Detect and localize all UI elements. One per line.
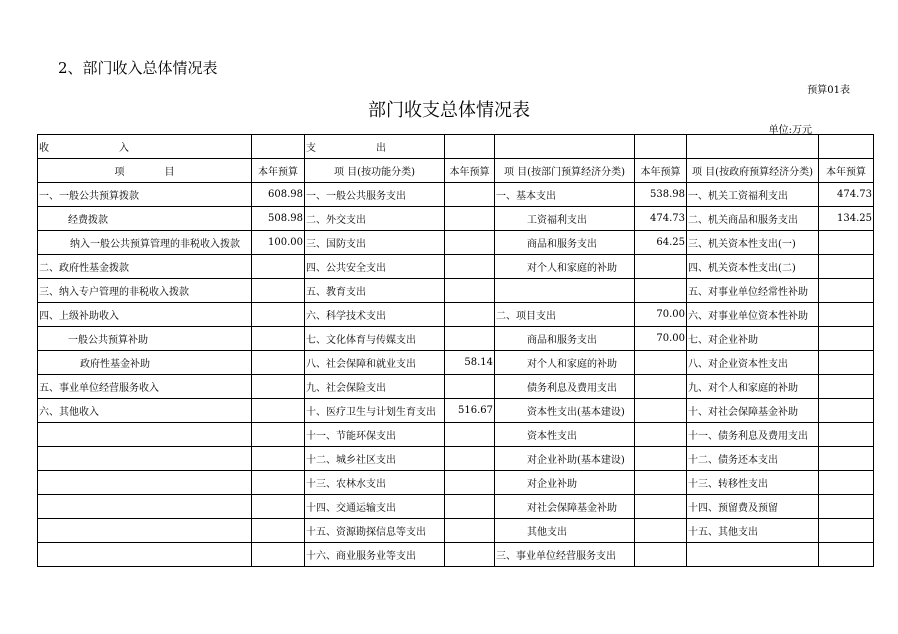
func-amount-cell (445, 183, 495, 207)
gov-econ-item-cell: 五、对事业单位经常性补助 (687, 279, 819, 303)
func-item-cell: 十、医疗卫生与计划生育支出 (305, 399, 445, 423)
dept-econ-item-cell: 工资福利支出 (495, 207, 635, 231)
func-amount-cell (445, 423, 495, 447)
income-amount-cell (252, 423, 305, 447)
dept-econ-item-cell: 商品和服务支出 (495, 231, 635, 255)
income-amount-cell: 608.98 (252, 183, 305, 207)
gov-econ-item-cell: 十四、预留费及预留 (687, 495, 819, 519)
dept-econ-item-cell: 对个人和家庭的补助 (495, 351, 635, 375)
dept-econ-amount-cell: 538.98 (635, 183, 687, 207)
gov-econ-amount-cell (819, 399, 874, 423)
income-amount-cell (252, 255, 305, 279)
dept-econ-amount-cell: 70.00 (635, 303, 687, 327)
table-row (38, 495, 874, 519)
blank-cell (635, 135, 687, 159)
dept-econ-amount-cell (635, 423, 687, 447)
income-item-cell: 一般公共预算补助 (38, 327, 252, 351)
blank-cell (819, 135, 874, 159)
gov-econ-item-cell: 三、机关资本性支出(一) (687, 231, 819, 255)
income-item-cell: 纳入一般公共预算管理的非税收入拨款 (38, 231, 252, 255)
section-title: 2、部门收入总体情况表 (58, 59, 218, 77)
page-title: 部门收支总体情况表 (368, 100, 530, 121)
col-header-amount: 本年预算 (252, 159, 305, 183)
dept-econ-amount-cell (635, 447, 687, 471)
income-item-cell: 经费拨款 (38, 207, 252, 231)
func-amount-cell (445, 279, 495, 303)
budget-table (37, 134, 874, 567)
col-header-item: 项 目 (38, 159, 252, 183)
func-amount-cell: 516.67 (445, 399, 495, 423)
income-header: 收 入 (38, 135, 252, 159)
gov-econ-item-cell: 十一、债务利息及费用支出 (687, 423, 819, 447)
col-header-func: 项 目(按功能分类) (305, 159, 445, 183)
income-item-cell (38, 423, 252, 447)
gov-econ-amount-cell (819, 231, 874, 255)
gov-econ-amount-cell (819, 255, 874, 279)
dept-econ-item-cell: 三、事业单位经营服务支出 (495, 543, 635, 567)
func-amount-cell (445, 207, 495, 231)
table-row (38, 399, 874, 423)
table-row (38, 231, 874, 255)
income-item-cell: 政府性基金补助 (38, 351, 252, 375)
blank-cell (495, 135, 635, 159)
col-header-amount: 本年预算 (445, 159, 495, 183)
func-amount-cell (445, 327, 495, 351)
income-amount-cell (252, 447, 305, 471)
dept-econ-amount-cell: 64.25 (635, 231, 687, 255)
gov-econ-amount-cell (819, 519, 874, 543)
col-header-dept-econ: 项 目(按部门预算经济分类) (495, 159, 635, 183)
func-amount-cell (445, 519, 495, 543)
table-row (38, 255, 874, 279)
dept-econ-item-cell: 其他支出 (495, 519, 635, 543)
table-row (38, 327, 874, 351)
func-item-cell: 八、社会保障和就业支出 (305, 351, 445, 375)
income-amount-cell (252, 327, 305, 351)
dept-econ-amount-cell (635, 375, 687, 399)
func-item-cell: 九、社会保险支出 (305, 375, 445, 399)
gov-econ-amount-cell (819, 327, 874, 351)
gov-econ-amount-cell (819, 375, 874, 399)
income-amount-cell: 508.98 (252, 207, 305, 231)
col-header-amount: 本年预算 (819, 159, 874, 183)
gov-econ-amount-cell: 134.25 (819, 207, 874, 231)
gov-econ-item-cell: 一、机关工资福利支出 (687, 183, 819, 207)
dept-econ-amount-cell: 474.73 (635, 207, 687, 231)
dept-econ-amount-cell (635, 399, 687, 423)
gov-econ-amount-cell (819, 303, 874, 327)
func-amount-cell (445, 495, 495, 519)
dept-econ-item-cell: 资本性支出 (495, 423, 635, 447)
col-header-gov-econ: 项 目(按政府预算经济分类) (687, 159, 819, 183)
gov-econ-item-cell: 四、机关资本性支出(二) (687, 255, 819, 279)
gov-econ-amount-cell (819, 279, 874, 303)
expense-header: 支 出 (305, 135, 445, 159)
gov-econ-item-cell (687, 543, 819, 567)
func-item-cell: 十二、城乡社区支出 (305, 447, 445, 471)
gov-econ-amount-cell (819, 351, 874, 375)
income-item-cell: 四、上级补助收入 (38, 303, 252, 327)
income-item-cell (38, 471, 252, 495)
table-row (38, 279, 874, 303)
gov-econ-item-cell: 十、对社会保障基金补助 (687, 399, 819, 423)
table-row (38, 471, 874, 495)
dept-econ-item-cell: 商品和服务支出 (495, 327, 635, 351)
gov-econ-item-cell: 六、对事业单位资本性补助 (687, 303, 819, 327)
income-item-cell (38, 447, 252, 471)
income-amount-cell (252, 543, 305, 567)
dept-econ-item-cell: 对企业补助 (495, 471, 635, 495)
income-item-cell: 二、政府性基金拨款 (38, 255, 252, 279)
income-item-cell: 三、纳入专户管理的非税收入拨款 (38, 279, 252, 303)
header-row-top (38, 135, 874, 159)
gov-econ-item-cell: 七、对企业补助 (687, 327, 819, 351)
income-amount-cell (252, 279, 305, 303)
table-row (38, 351, 874, 375)
func-item-cell: 十六、商业服务业等支出 (305, 543, 445, 567)
dept-econ-item-cell: 资本性支出(基本建设) (495, 399, 635, 423)
income-amount-cell (252, 471, 305, 495)
table-row (38, 303, 874, 327)
dept-econ-amount-cell (635, 543, 687, 567)
table-row (38, 207, 874, 231)
func-amount-cell: 58.14 (445, 351, 495, 375)
gov-econ-amount-cell (819, 447, 874, 471)
gov-econ-item-cell: 八、对企业资本性支出 (687, 351, 819, 375)
income-item-cell: 一、一般公共预算拨款 (38, 183, 252, 207)
func-item-cell: 七、文化体育与传媒支出 (305, 327, 445, 351)
dept-econ-amount-cell: 70.00 (635, 327, 687, 351)
func-item-cell: 十一、节能环保支出 (305, 423, 445, 447)
table-row (38, 447, 874, 471)
blank-cell (445, 135, 495, 159)
dept-econ-item-cell: 一、基本支出 (495, 183, 635, 207)
gov-econ-item-cell: 二、机关商品和服务支出 (687, 207, 819, 231)
func-item-cell: 五、教育支出 (305, 279, 445, 303)
income-item-cell (38, 495, 252, 519)
income-item-cell (38, 543, 252, 567)
blank-cell (252, 135, 305, 159)
func-amount-cell (445, 471, 495, 495)
income-amount-cell (252, 351, 305, 375)
func-amount-cell (445, 303, 495, 327)
func-amount-cell (445, 231, 495, 255)
header-row-columns (38, 159, 874, 183)
dept-econ-item-cell: 债务利息及费用支出 (495, 375, 635, 399)
func-item-cell: 一、一般公共服务支出 (305, 183, 445, 207)
func-amount-cell (445, 375, 495, 399)
dept-econ-amount-cell (635, 351, 687, 375)
dept-econ-item-cell: 对社会保障基金补助 (495, 495, 635, 519)
gov-econ-amount-cell (819, 471, 874, 495)
gov-econ-item-cell: 十五、其他支出 (687, 519, 819, 543)
func-item-cell: 十四、交通运输支出 (305, 495, 445, 519)
income-amount-cell (252, 303, 305, 327)
form-number: 预算01表 (807, 85, 850, 96)
gov-econ-item-cell: 九、对个人和家庭的补助 (687, 375, 819, 399)
gov-econ-amount-cell (819, 423, 874, 447)
dept-econ-item-cell (495, 279, 635, 303)
gov-econ-amount-cell (819, 543, 874, 567)
dept-econ-amount-cell (635, 471, 687, 495)
func-item-cell: 六、科学技术支出 (305, 303, 445, 327)
gov-econ-item-cell: 十二、债务还本支出 (687, 447, 819, 471)
income-amount-cell (252, 399, 305, 423)
gov-econ-amount-cell: 474.73 (819, 183, 874, 207)
dept-econ-amount-cell (635, 255, 687, 279)
table-row (38, 423, 874, 447)
income-amount-cell (252, 519, 305, 543)
table-row (38, 543, 874, 567)
income-amount-cell (252, 375, 305, 399)
func-item-cell: 二、外交支出 (305, 207, 445, 231)
col-header-amount: 本年预算 (635, 159, 687, 183)
dept-econ-amount-cell (635, 279, 687, 303)
gov-econ-amount-cell (819, 495, 874, 519)
dept-econ-amount-cell (635, 519, 687, 543)
income-item-cell: 五、事业单位经营服务收入 (38, 375, 252, 399)
income-item-cell (38, 519, 252, 543)
func-item-cell: 三、国防支出 (305, 231, 445, 255)
table-row (38, 375, 874, 399)
func-item-cell: 十三、农林水支出 (305, 471, 445, 495)
income-item-cell: 六、其他收入 (38, 399, 252, 423)
func-amount-cell (445, 543, 495, 567)
dept-econ-amount-cell (635, 495, 687, 519)
unit-label: 单位:万元 (768, 125, 812, 136)
dept-econ-item-cell: 对个人和家庭的补助 (495, 255, 635, 279)
func-item-cell: 四、公共安全支出 (305, 255, 445, 279)
dept-econ-item-cell: 二、项目支出 (495, 303, 635, 327)
table-row (38, 519, 874, 543)
gov-econ-item-cell: 十三、转移性支出 (687, 471, 819, 495)
func-amount-cell (445, 447, 495, 471)
table-row (38, 183, 874, 207)
func-amount-cell (445, 255, 495, 279)
blank-cell (687, 135, 819, 159)
func-item-cell: 十五、资源勘探信息等支出 (305, 519, 445, 543)
income-amount-cell: 100.00 (252, 231, 305, 255)
income-amount-cell (252, 495, 305, 519)
dept-econ-item-cell: 对企业补助(基本建设) (495, 447, 635, 471)
